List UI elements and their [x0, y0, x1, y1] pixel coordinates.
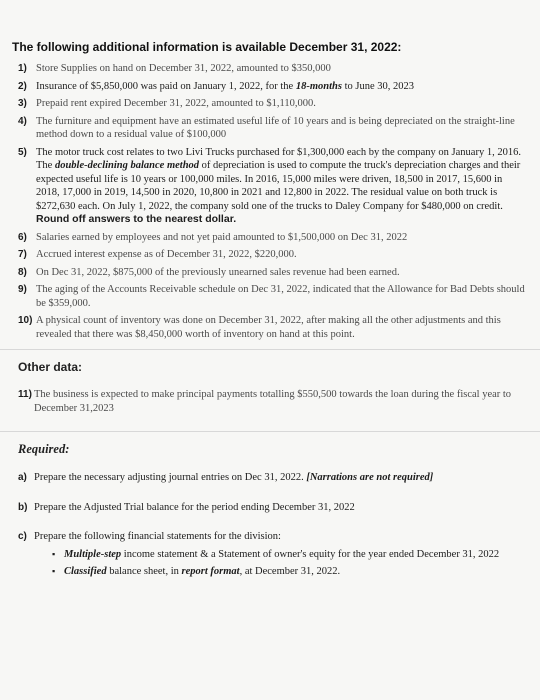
list-item — [18, 248, 526, 262]
item-text: On Dec 31, 2022, $875,000 of the previously unearned sales revenue had been earned. — [36, 266, 400, 278]
item-number: 9) — [18, 284, 27, 295]
list-item — [18, 388, 526, 415]
item-text: Accrued interest expense as of December 31, 2022, $220,000. — [36, 249, 297, 260]
item-text: Store Supplies on hand on December 31, 2022, amounted to $350,000 — [36, 63, 331, 74]
item-text: Prepare the Adjusted Trial balance for the period ending December 31, 2022 — [34, 501, 355, 513]
divider — [0, 431, 540, 432]
item-text-part: Insurance of $5,850,000 was paid on January 1, 2022, for the — [36, 80, 296, 92]
bullet-item — [52, 548, 526, 561]
list-item — [18, 314, 526, 341]
item-number: 7) — [18, 249, 27, 260]
item-emphasis: 18-months — [295, 80, 342, 92]
bullet-text — [64, 548, 526, 561]
item-letter: b) — [18, 501, 28, 513]
required-item — [18, 530, 526, 544]
item-text: The furniture and equipment have an estimated useful life of 10 years and is being depreciated on the straight-line method down to a residual value of $100,000 — [36, 115, 515, 140]
required-item — [18, 501, 526, 515]
required-item — [18, 471, 526, 485]
bullet-text — [64, 565, 526, 578]
item-emphasis: report format — [181, 565, 240, 577]
item-letter: a) — [18, 472, 27, 483]
item-number: 3) — [18, 98, 27, 109]
item-emphasis: [Narrations are not required] — [306, 472, 434, 483]
item-number: 10) — [18, 315, 33, 326]
required-title: Required: — [18, 442, 70, 456]
item-text: The aging of the Accounts Receivable schedule on Dec 31, 2022, indicated that the Allowance for Bad Debts should be $359,000. — [36, 284, 525, 309]
list-item — [18, 231, 526, 245]
other-data-title: Other data: — [18, 360, 83, 374]
divider — [0, 349, 540, 350]
item-number: 2) — [18, 80, 27, 92]
bullet-icon: ▪ — [52, 548, 56, 559]
item-number: 4) — [18, 115, 27, 127]
item-text: A physical count of inventory was done on December 31, 2022, after making all the other adjustments and this revealed that there was $8,450,000 worth of inventory on hand at this point. — [36, 315, 501, 340]
item-emphasis: Multiple-step — [64, 548, 122, 560]
item-text: Salaries earned by employees and not yet paid amounted to $1,500,000 on Dec 31, 2022 — [36, 231, 408, 243]
item-number: 11) — [18, 389, 32, 400]
item-number: 5) — [18, 146, 27, 158]
item-text — [34, 471, 526, 485]
list-item — [18, 283, 526, 310]
bullet-icon: ▪ — [52, 565, 56, 576]
item-text-part: Prepare the necessary adjusting journal entries on Dec 31, 2022. — [34, 472, 307, 483]
item-number: 8) — [18, 266, 27, 278]
item-text: The business is expected to make principal payments totalling $550,500 towards the loan during the fiscal year to December 31,2023 — [34, 389, 512, 414]
item-text — [36, 146, 526, 227]
item-text-part: The motor truck cost relates to two Livi Trucks purchased for $1,300,000 each by the company on January 1, 2016. The — [36, 146, 521, 171]
list-item — [18, 146, 526, 227]
document-heading: The following additional information is available December 31, 2022: — [12, 40, 402, 54]
bullet-item — [52, 565, 526, 578]
item-text: Prepare the following financial statements for the division: — [34, 531, 281, 542]
item-text-part: of depreciation is used to compute the truck's depreciation charges and their expected useful life is 10 years or 100,000 miles. In 2016, 15,000 miles were driven, 18,500 in 2017, 15,600 in 2018, 17,000 in 2019, 14,500 in 2020, 10,800 in 2021 and 12,800 in 2022. The residual value on both truck is $272,630 each. On July 1, 2022, the company sold one of the trucks to Daley Company for $480,000 on credit. — [36, 160, 521, 212]
list-item — [18, 80, 526, 94]
item-text: Prepaid rent expired December 31, 2022, amounted to $1,110,000. — [36, 98, 316, 109]
item-emphasis: Classified — [64, 565, 107, 577]
item-text-part: income statement & a Statement of owner's equity for the year ended December 31, 2022 — [121, 548, 500, 560]
item-emphasis: Round off answers to the nearest dollar. — [36, 213, 237, 225]
list-item — [18, 115, 526, 142]
item-letter: c) — [18, 531, 27, 542]
item-text — [36, 80, 526, 94]
item-text-part: to June 30, 2023 — [341, 80, 414, 92]
list-item — [18, 266, 526, 280]
item-text-part: balance sheet, in — [106, 565, 182, 577]
item-number: 6) — [18, 231, 27, 243]
item-text-part: , at December 31, 2022. — [239, 565, 341, 577]
item-emphasis: double-declining balance method — [54, 160, 200, 171]
list-item — [18, 62, 526, 76]
item-number: 1) — [18, 63, 27, 74]
list-item — [18, 97, 526, 111]
